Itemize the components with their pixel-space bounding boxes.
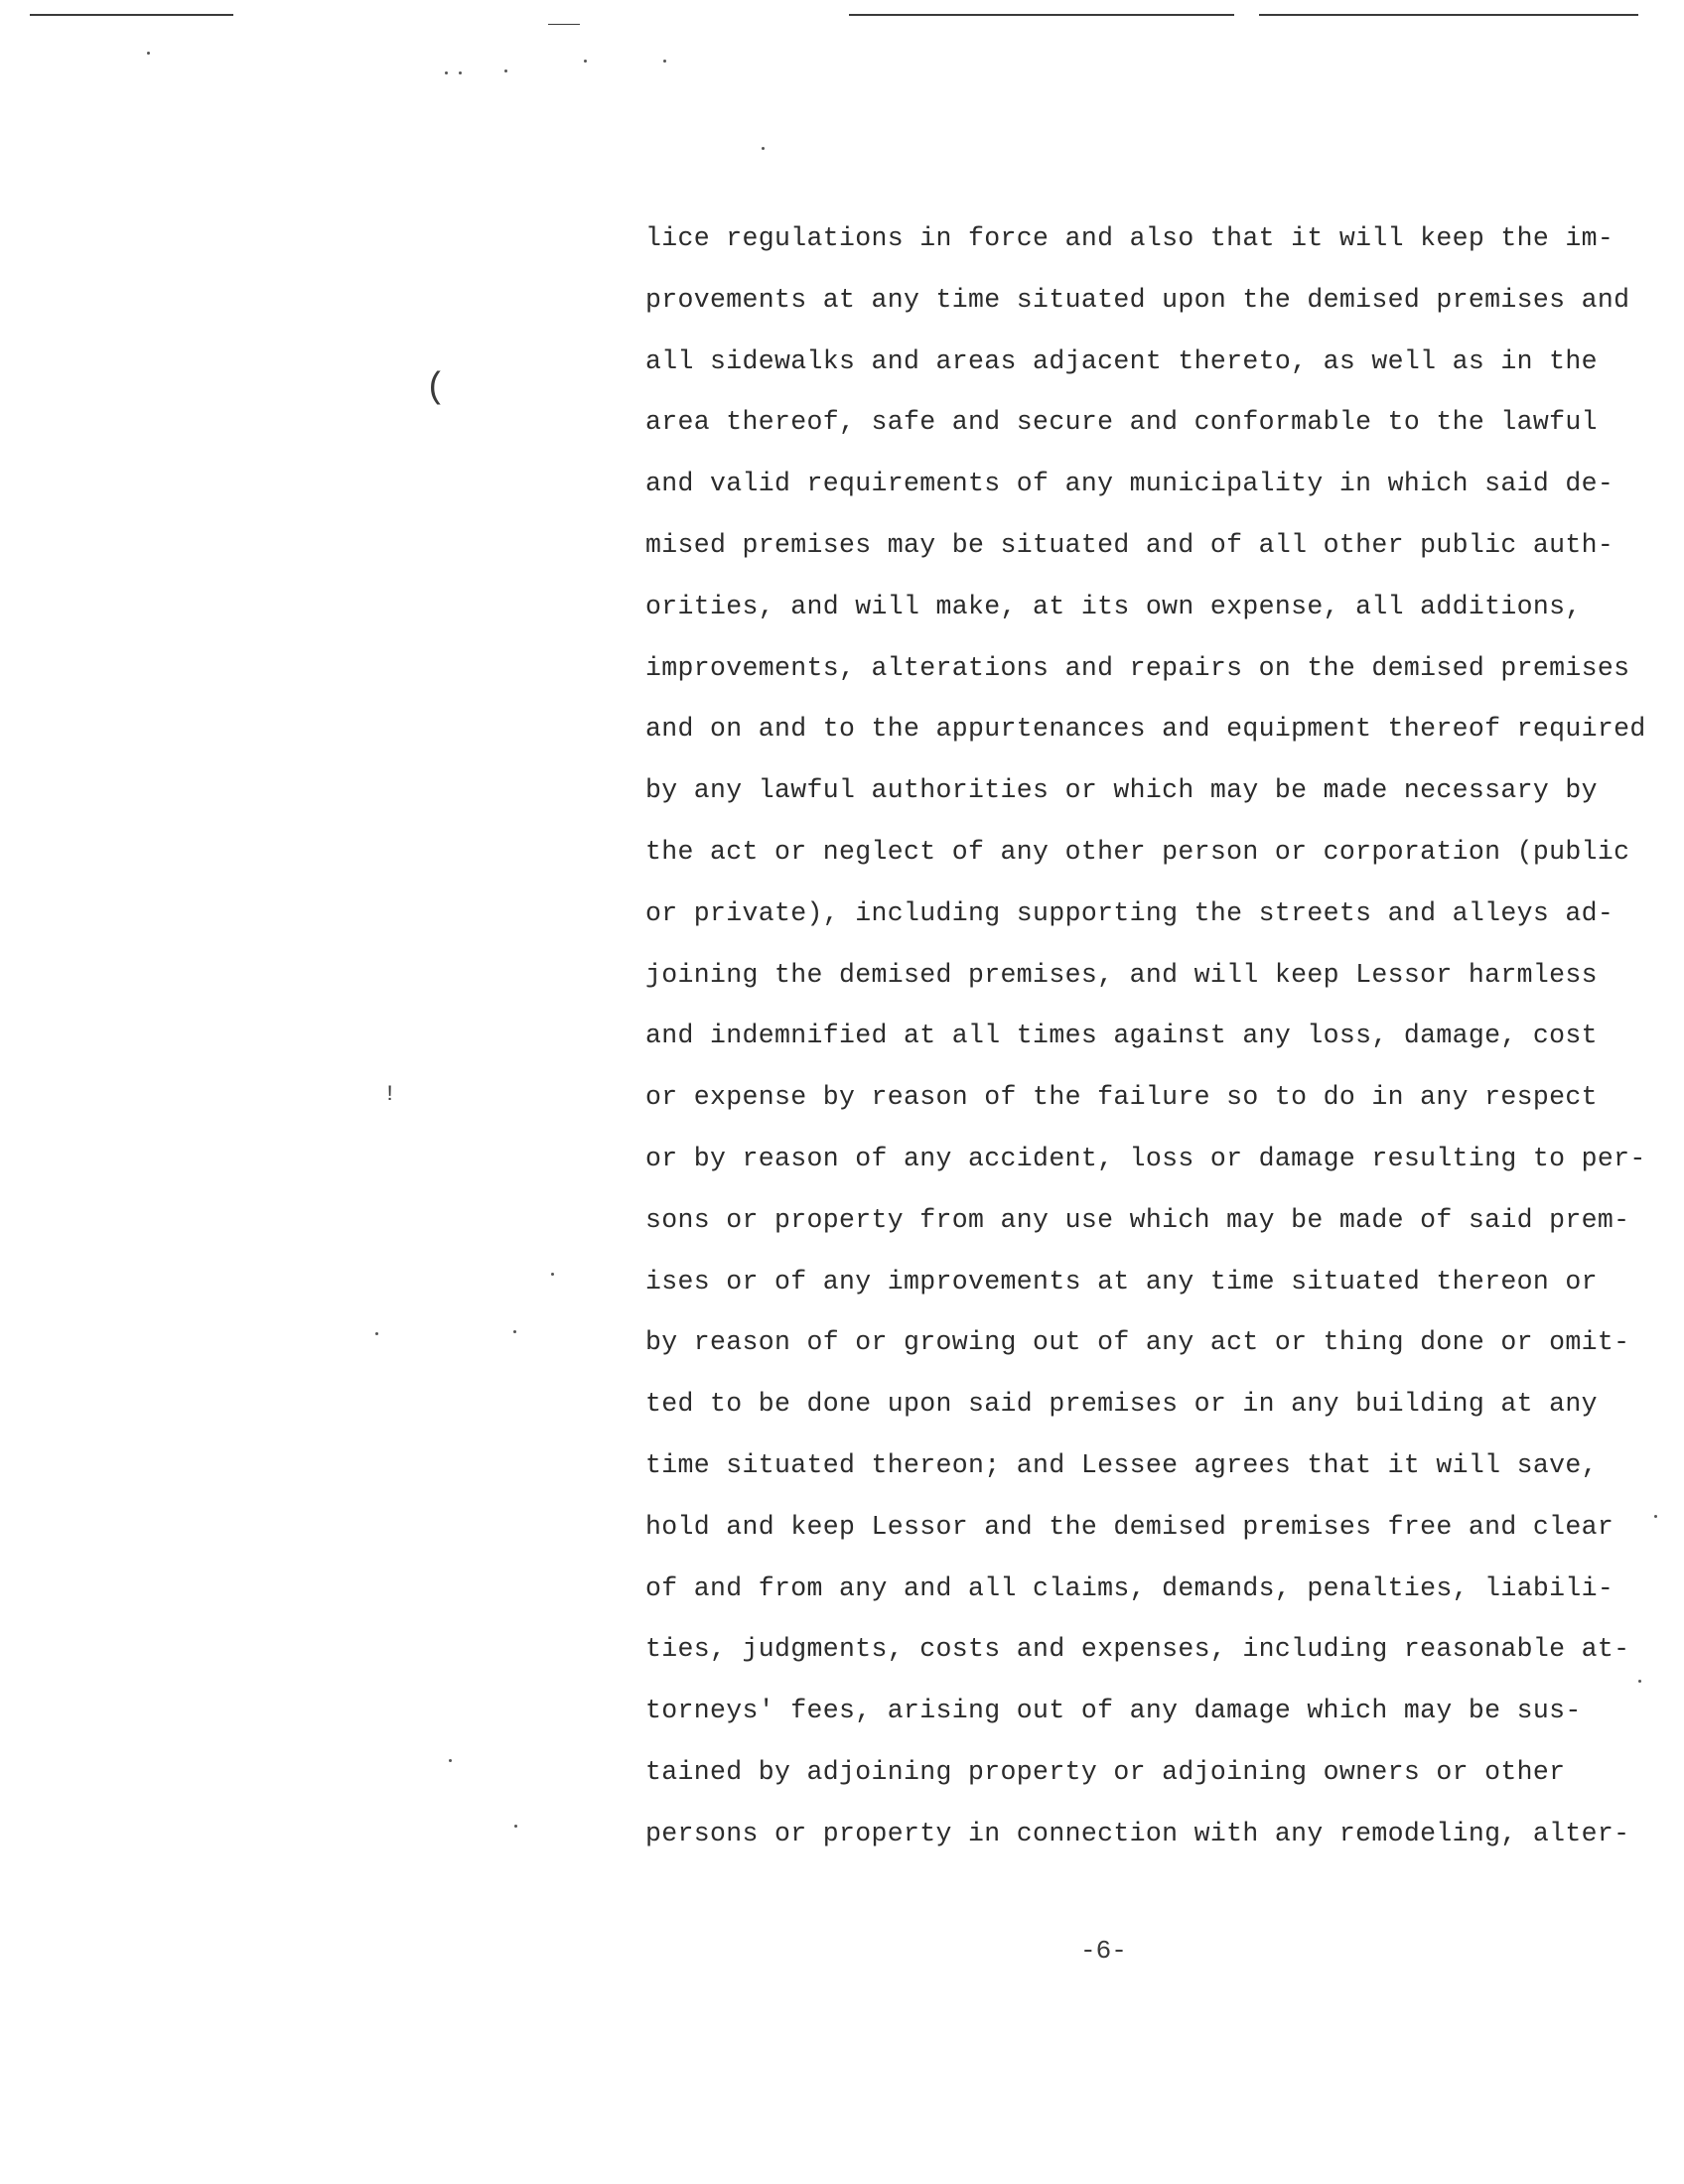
text-line: of and from any and all claims, demands, penalties, liabili- — [645, 1572, 1614, 1603]
text-line: and indemnified at all times against any loss, damage, cost — [645, 1021, 1598, 1051]
text-line: and on and to the appurtenances and equipment thereof required — [645, 714, 1646, 745]
text-line: tained by adjoining property or adjoining owners or other — [645, 1756, 1566, 1787]
text-line: or by reason of any accident, loss or damage resulting to per- — [645, 1143, 1646, 1173]
scan-speck — [445, 71, 448, 74]
text-line: joining the demised premises, and will keep Lessor harmless — [645, 959, 1598, 990]
top-rule-center — [849, 14, 1234, 16]
top-rule-right — [1259, 14, 1638, 16]
scan-speck — [762, 147, 765, 150]
text-line: torneys' fees, arising out of any damage which may be sus- — [645, 1696, 1582, 1726]
scan-speck — [504, 69, 507, 72]
text-line: persons or property in connection with any remodeling, alter- — [645, 1818, 1630, 1848]
scan-speck — [449, 1759, 452, 1762]
top-rule-small — [548, 24, 580, 25]
text-line: the act or neglect of any other person or corporation (public — [645, 836, 1630, 867]
text-line: area thereof, safe and secure and conformable to the lawful — [645, 407, 1598, 438]
text-line: by reason of or growing out of any act or thing done or omit- — [645, 1327, 1630, 1358]
text-line: orities, and will make, at its own expense, all additions, — [645, 591, 1582, 621]
scan-speck — [375, 1332, 378, 1335]
text-line: or expense by reason of the failure so to do in any respect — [645, 1082, 1598, 1113]
text-line: by any lawful authorities or which may be made necessary by — [645, 775, 1598, 806]
scan-speck — [663, 60, 666, 63]
text-line: time situated thereon; and Lessee agrees that it will save, — [645, 1449, 1598, 1480]
text-line: improvements, alterations and repairs on the demised premises — [645, 652, 1630, 683]
text-line: mised premises may be situated and of all other public auth- — [645, 529, 1614, 560]
margin-tick-mark: ! — [383, 1082, 397, 1107]
text-line: ties, judgments, costs and expenses, including reasonable at- — [645, 1634, 1630, 1665]
text-line: or private), including supporting the streets and alleys ad- — [645, 897, 1614, 928]
scan-speck — [513, 1330, 516, 1333]
text-line: provements at any time situated upon the demised premises and — [645, 284, 1630, 315]
scan-speck — [147, 52, 150, 55]
margin-parenthesis-mark: ( — [425, 367, 447, 408]
text-line: all sidewalks and areas adjacent thereto, as well as in the — [645, 345, 1598, 376]
scan-speck — [459, 71, 462, 74]
scan-speck — [551, 1273, 554, 1276]
text-line: hold and keep Lessor and the demised premises free and clear — [645, 1511, 1614, 1542]
document-body — [645, 208, 1668, 1865]
text-line: ises or of any improvements at any time situated thereon or — [645, 1266, 1598, 1297]
text-line: ted to be done upon said premises or in any building at any — [645, 1389, 1598, 1420]
text-line: and valid requirements of any municipality in which said de- — [645, 469, 1614, 499]
page-number: -6- — [1080, 1936, 1127, 1966]
text-line: lice regulations in force and also that it will keep the im- — [645, 223, 1614, 253]
scan-speck — [514, 1825, 517, 1828]
top-rule-left — [30, 14, 233, 16]
text-line: sons or property from any use which may be made of said prem- — [645, 1204, 1630, 1235]
scan-speck — [584, 60, 587, 63]
